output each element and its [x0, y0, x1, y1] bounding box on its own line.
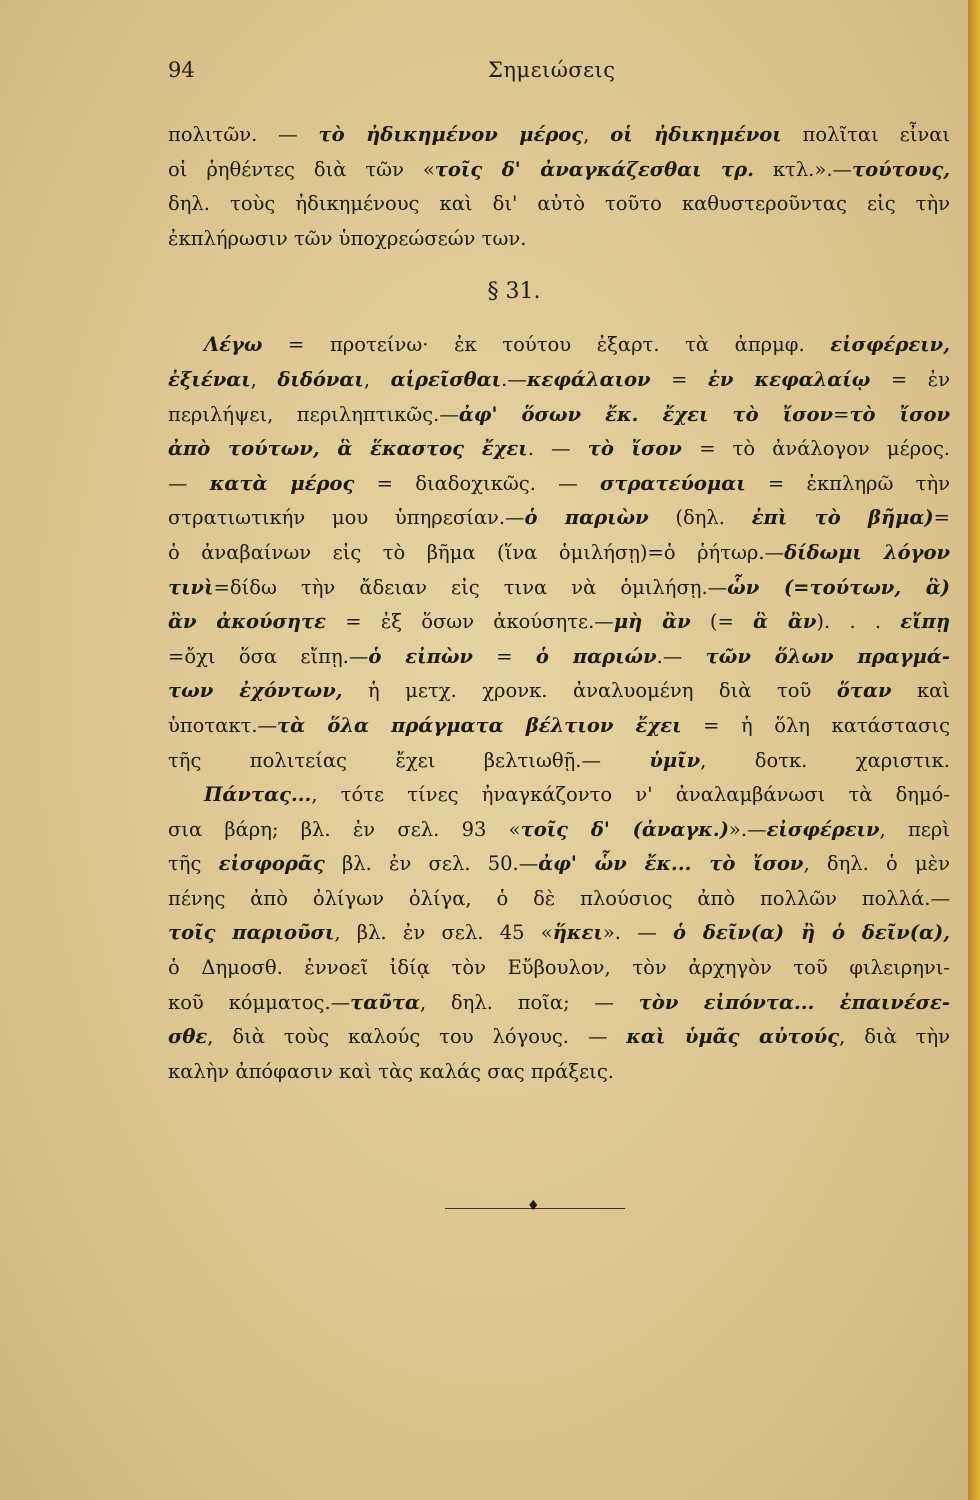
text-run: , [363, 367, 391, 391]
text-run: πολῖται εἶναι [781, 123, 950, 146]
notes-paragraph-before [168, 118, 950, 256]
text-line [168, 118, 950, 153]
lemma-term: ὑμῖν [649, 748, 701, 772]
text-run: = ἐν [870, 367, 950, 391]
lemma-term: σθε [168, 1025, 208, 1049]
text-line [168, 153, 950, 188]
text-run: = ἡ ὅλη κατάστασις [681, 713, 950, 737]
lemma-term: στρατεύομαι [599, 471, 746, 495]
text-run: σια βάρη; βλ. ἐν σελ. 93 « [168, 817, 521, 841]
text-run: = [650, 367, 708, 391]
text-run: = ἐξ ὅσων ἀκούσητε.— [326, 610, 614, 634]
text-line [168, 222, 950, 257]
section-heading: § 31. [487, 279, 541, 305]
text-run: , δηλ. ὁ μὲν [803, 852, 950, 876]
lemma-term: τῶν ὅλων πραγμά- [705, 644, 950, 668]
text-line [168, 813, 950, 848]
text-run: βλ. ἐν σελ. 50.— [324, 852, 539, 876]
text-run: καὶ [891, 679, 950, 703]
text-run: ἡ μετχ. χρονκ. ἀναλυομένη διὰ τοῦ [342, 679, 837, 703]
lemma-term: ἐξιέναι [168, 367, 251, 391]
text-run: . — [527, 437, 588, 461]
text-run: κοῦ κόμματος.— [168, 990, 351, 1014]
text-run: = [472, 644, 536, 668]
lemma-term: ὅταν [836, 679, 892, 703]
text-run: ».— [728, 817, 767, 841]
lemma-term: τὸν εἰπόντα... ἐπαινέσε- [638, 990, 950, 1014]
text-run: ὁ ἀναβαίνων εἰς τὸ βῆμα (ἵνα ὁμιλήσῃ)=ὁ ῥήτωρ.— [168, 540, 785, 564]
lemma-term: τὸ ἴσον [587, 437, 682, 461]
text-line [168, 882, 950, 917]
text-line [168, 571, 950, 606]
lemma-term: ἀπὸ τούτων, ἃ ἕκαστος ἔχει [168, 437, 528, 461]
end-ornament-rule [445, 1198, 625, 1215]
text-run: ἐκπλήρωσιν τῶν ὑποχρεώσεών των. [168, 226, 527, 250]
text-run: περιλήψει, περιληπτικῶς.— [168, 402, 459, 426]
text-run: ὑποτακτ.— [168, 713, 278, 737]
lemma-term: ἐπὶ τὸ βῆμα) [751, 506, 934, 530]
lemma-term: ὁ παριών [535, 644, 657, 668]
text-line [168, 674, 950, 709]
lemma-term: ἂν ἀκούσητε [168, 610, 327, 634]
text-line [168, 986, 950, 1021]
text-run: = [933, 506, 950, 530]
text-run: =δίδω τὴν ἄδειαν εἰς τινα νὰ ὁμιλήσῃ.— [213, 575, 728, 599]
text-line [168, 640, 950, 675]
ornament-diamond: ♦ [527, 1198, 540, 1214]
lemma-term: Πάντας... [204, 783, 312, 807]
text-run: , τότε τίνες ἠναγκάζοντο ν' ἀναλαμβάνωσι τὰ δημό- [311, 783, 950, 807]
text-run: = προτείνω· ἐκ τούτου ἐξαρτ. τὰ ἀπρμφ. [262, 333, 831, 357]
notes-section-31 [168, 328, 950, 1089]
text-run: πένης ἀπὸ ὀλίγων ὀλίγα, ὁ δὲ πλούσιος ἀπὸ πολλῶν πολλά.— [168, 886, 950, 910]
text-run: , δοτκ. χαριστικ. [700, 748, 950, 772]
lemma-term: ἀφ' ὅσων ἔκ. ἔχει τὸ ἴσον [458, 402, 834, 426]
text-run: , δηλ. ποῖα; — [419, 990, 639, 1014]
lemma-term: των ἐχόντων, [168, 679, 343, 703]
lemma-term: ταῦτα [350, 990, 420, 1014]
text-run: καλὴν ἀπόφασιν καὶ τὰς καλάς σας πράξεις. [168, 1059, 614, 1083]
text-run: ). . . [816, 610, 901, 634]
lemma-term: ἀφ' ὧν ἔκ... τὸ ἴσον [538, 852, 804, 876]
text-line [168, 709, 950, 744]
text-run: , [583, 123, 611, 146]
text-run: , διὰ τοὺς καλούς του λόγους. — [207, 1025, 627, 1049]
text-run: , βλ. ἐν σελ. 45 « [334, 921, 553, 945]
text-run: .— [656, 644, 706, 668]
lemma-term: διδόναι [277, 367, 364, 391]
text-line [168, 951, 950, 986]
text-run: = [833, 402, 850, 426]
text-run: ». — [602, 921, 673, 945]
lemma-term: τινὶ [168, 575, 214, 599]
running-head: Σημειώσεις [488, 58, 616, 82]
text-line [168, 916, 950, 951]
lemma-term: οἱ ἠδικημένοι [610, 123, 782, 146]
text-run: ὁ Δημοσθ. ἐννοεῖ ἰδίᾳ τὸν Εὔβουλον, τὸν ἀρχηγὸν τοῦ φιλειρηνι- [168, 956, 950, 980]
text-line [168, 605, 950, 640]
text-run: =ὄχι ὅσα εἴπῃ.— [168, 644, 369, 668]
lemma-term: ἥκει [552, 921, 603, 945]
text-run: στρατιωτικήν μου ὑπηρεσίαν.— [168, 506, 525, 530]
lemma-term: εἴπῃ [900, 610, 950, 634]
text-line [168, 187, 950, 222]
text-line [168, 363, 950, 398]
text-line [168, 1055, 950, 1090]
lemma-term: δίδωμι λόγον [784, 540, 950, 564]
body-text [168, 118, 950, 1089]
text-run: τῆς πολιτείας ἔχει βελτιωθῇ.— [168, 748, 650, 772]
lemma-term: τούτους, [852, 157, 950, 181]
text-run: = τὸ ἀνάλογον μέρος. [681, 437, 950, 461]
lemma-term: ὁ εἰπὼν [368, 644, 473, 668]
page-number: 94 [168, 58, 195, 82]
text-line [168, 1020, 950, 1055]
lemma-term: αἱρεῖσθαι [390, 367, 502, 391]
text-run: δηλ. τοὺς ἠδικημένους καὶ δι' αὐτὸ τοῦτο καθυστεροῦντας εἰς τὴν [168, 192, 950, 216]
text-line [168, 847, 950, 882]
lemma-term: ὧν (=τούτων, ἃ) [727, 575, 950, 599]
lemma-term: Λέγω [204, 333, 263, 357]
text-run: , περὶ [879, 817, 950, 841]
lemma-term: τοῖς παριοῦσι [168, 921, 335, 945]
text-run: , διὰ τὴν [839, 1025, 950, 1049]
lemma-term: ὁ δεῖν(α) ἢ ὁ δεῖν(α), [673, 921, 950, 945]
text-line [168, 778, 950, 813]
text-line [168, 536, 950, 571]
text-line [168, 432, 950, 467]
lemma-term: εἰσφέρειν, [830, 333, 950, 357]
lemma-term: εἰσφέρειν [766, 817, 880, 841]
text-run: κτλ.».— [753, 157, 853, 181]
text-line [168, 744, 950, 779]
text-run: πολιτῶν. — [168, 123, 319, 146]
lemma-term: τὸ ἴσον [849, 402, 950, 426]
lemma-term: μὴ ἂν [613, 610, 691, 634]
text-run: .— [501, 367, 527, 391]
text-run: οἱ ῥηθέντες διὰ τῶν « [168, 157, 435, 181]
text-line [168, 501, 950, 536]
lemma-term: κατὰ μέρος [209, 471, 355, 495]
text-run: , [250, 367, 278, 391]
text-line [168, 467, 950, 502]
lemma-term: τὸ ἠδικημένον μέρος [318, 123, 584, 146]
page-edge-stain [968, 0, 980, 1500]
text-run: — [168, 471, 210, 495]
lemma-term: καὶ ὑμᾶς αὐτούς [626, 1025, 840, 1049]
lemma-term: ἐν κεφαλαίῳ [707, 367, 871, 391]
lemma-term: εἰσφορᾶς [218, 852, 325, 876]
text-run: (= [690, 610, 754, 634]
lemma-term: ἃ ἂν [753, 610, 817, 634]
lemma-term: τὰ ὅλα πράγματα βέλτιον ἔχει [277, 713, 682, 737]
text-run: = διαδοχικῶς. — [354, 471, 600, 495]
text-run: (δηλ. [648, 506, 752, 530]
lemma-term: κεφάλαιον [526, 367, 651, 391]
page-header [168, 58, 950, 90]
lemma-term: τοῖς δ' (ἀναγκ.) [520, 817, 729, 841]
text-run: τῆς [168, 852, 219, 876]
text-line [168, 398, 950, 433]
lemma-term: τοῖς δ' ἀναγκάζεσθαι τρ. [434, 157, 754, 181]
lemma-term: ὁ παριὼν [524, 506, 649, 530]
text-run: = ἐκπληρῶ τὴν [745, 471, 950, 495]
text-line [168, 328, 950, 363]
